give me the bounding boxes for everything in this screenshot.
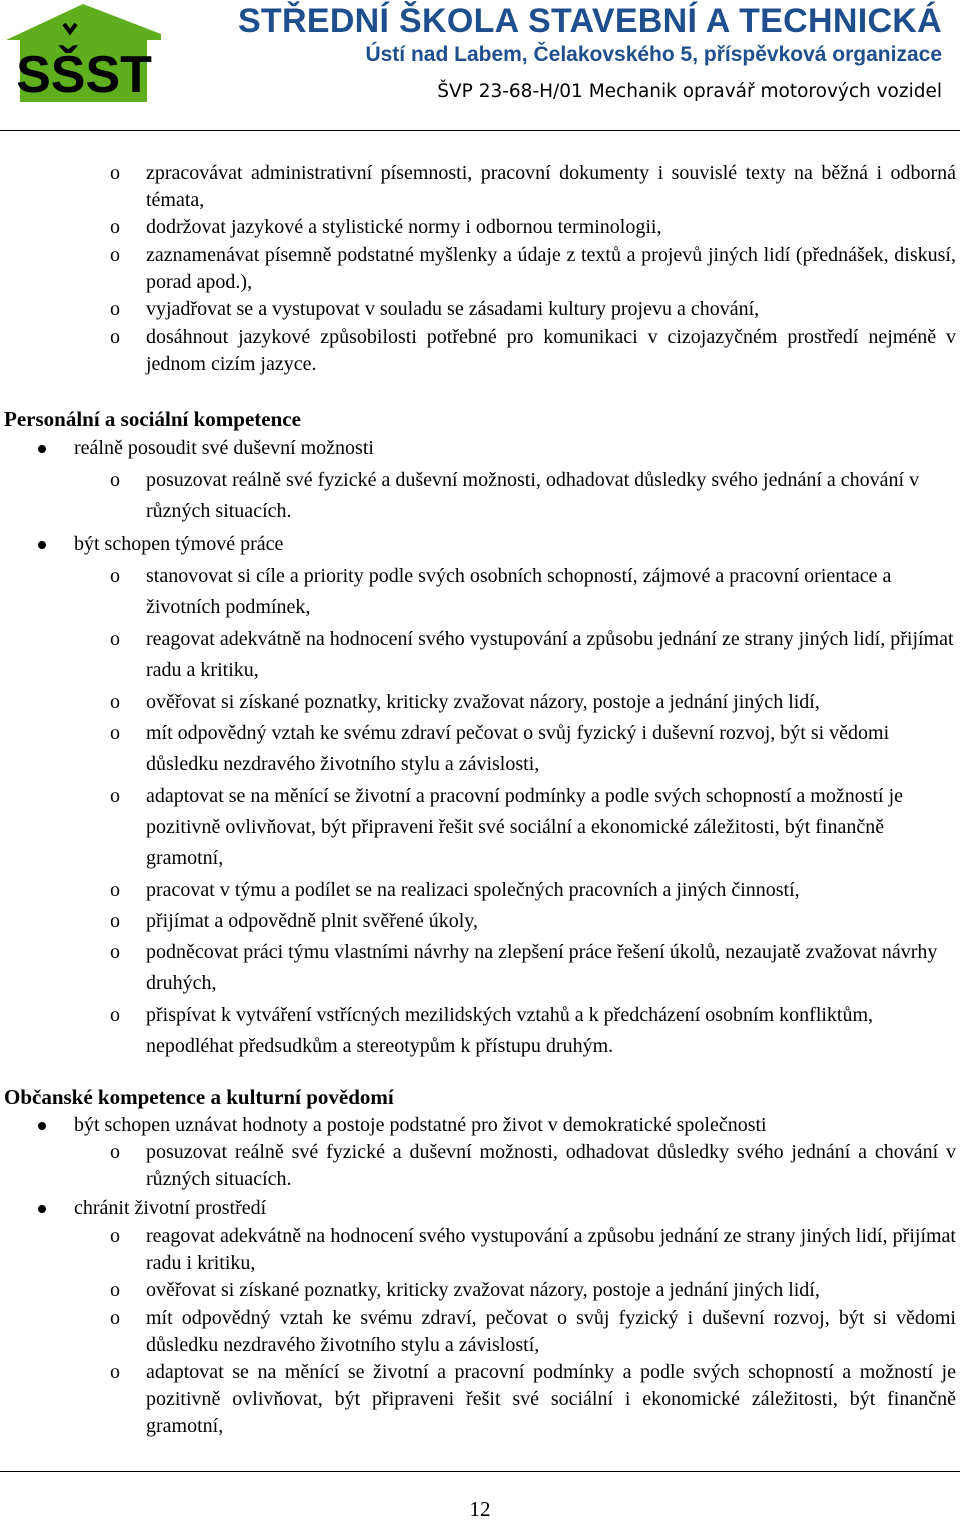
sub-marker: o <box>110 1307 120 1329</box>
sub-marker: o <box>110 469 120 491</box>
school-logo <box>6 4 161 102</box>
list-item: přijímat a odpovědně plnit svěřené úkoly, <box>146 910 478 932</box>
section-heading-personal: Personální a sociální kompetence <box>4 407 301 431</box>
list-item: mít odpovědný vztah ke svému zdraví pečovat o svůj fyzický i duševní rozvoj, být si vědomi důsledku nezdravého životního stylu a závislosti, <box>146 722 890 775</box>
school-name: STŘEDNÍ ŠKOLA STAVEBNÍ A TECHNICKÁ <box>237 2 942 40</box>
bullet-marker <box>38 541 46 549</box>
bullet-item: být schopen uznávat hodnoty a postoje podstatné pro život v demokratické společnosti <box>74 1114 767 1136</box>
list-item: reagovat adekvátně na hodnocení svého vystupování a způsobu jednání ze strany jiných lidí, přijímat radu i kritiku, <box>146 1225 956 1274</box>
bullet-item: být schopen týmové práce <box>74 533 284 555</box>
footer-divider <box>0 1471 960 1472</box>
sub-marker: o <box>110 1361 120 1383</box>
program-code: ŠVP 23-68-H/01 Mechanik opravář motorových vozidel <box>437 81 942 102</box>
sub-marker: o <box>110 1004 120 1026</box>
sub-marker: o <box>110 216 120 238</box>
bullet-item: reálně posoudit své duševní možnosti <box>74 437 374 459</box>
list-item: reagovat adekvátně na hodnocení svého vystupování a způsobu jednání ze strany jiných lidí, přijímat radu a kritiku, <box>146 628 954 681</box>
list-item: adaptovat se na měnící se životní a pracovní podmínky a podle svých schopností a možností je pozitivně ovlivňovat, být připraveni řešit své sociální i ekonomické záležitosti, být finančně gramotní, <box>146 1361 956 1437</box>
list-item: podněcovat práci týmu vlastními návrhy na zlepšení práce řešení úkolů, nezaujatě zvažovat návrhy druhých, <box>146 941 938 994</box>
list-item: vyjadřovat se a vystupovat v souladu se zásadami kultury projevu a chování, <box>146 298 760 320</box>
list-item: pracovat v týmu a podílet se na realizaci společných pracovních a jiných činností, <box>146 879 800 901</box>
bullet-item: chránit životní prostředí <box>74 1197 267 1219</box>
bullet-marker <box>38 445 46 453</box>
header-divider <box>0 130 960 131</box>
sub-marker: o <box>110 691 120 713</box>
logo-text: SŠST <box>16 46 152 102</box>
sub-marker: o <box>110 162 120 184</box>
sub-marker: o <box>110 565 120 587</box>
sub-marker: o <box>110 1225 120 1247</box>
list-item: zpracovávat administrativní písemnosti, pracovní dokumenty i souvislé texty na běžná i odborná témata, <box>146 162 956 211</box>
bullet-marker <box>38 1122 46 1130</box>
page-number: 12 <box>469 1497 491 1521</box>
sub-marker: o <box>110 244 120 266</box>
list-item: mít odpovědný vztah ke svému zdraví, pečovat o svůj fyzický i duševní rozvoj, být si vědomi důsledku nezdravého životního stylu a závislostí, <box>146 1307 956 1356</box>
list-item: dosáhnout jazykové způsobilosti potřebné pro komunikaci v cizojazyčném prostředí nejméně v jednom cizím jazyce. <box>146 326 956 375</box>
bullet-marker <box>38 1205 46 1213</box>
sub-marker: o <box>110 326 120 348</box>
school-address: Ústí nad Labem, Čelakovského 5, příspěvková organizace <box>365 43 942 66</box>
sub-marker: o <box>110 1279 120 1301</box>
list-item: posuzovat reálně své fyzické a duševní možnosti, odhadovat důsledky svého jednání a chování v různých situacích. <box>146 1141 956 1190</box>
section-heading-civic: Občanské kompetence a kulturní povědomí <box>4 1085 394 1109</box>
list-item: stanovovat si cíle a priority podle svých osobních schopností, zájmové a pracovní orientace a životních podmínek, <box>146 565 892 618</box>
list-item: adaptovat se na měnící se životní a pracovní podmínky a podle svých schopností a možností je pozitivně ovlivňovat, být připraveni řešit své sociální a ekonomické záležitosti, být finančně gramotní, <box>146 785 904 869</box>
list-item: zaznamenávat písemně podstatné myšlenky a údaje z textů a projevů jiných lidí (přednášek, diskusí, porad apod.), <box>146 244 956 293</box>
sub-marker: o <box>110 1141 120 1163</box>
sub-marker: o <box>110 785 120 807</box>
list-item: posuzovat reálně své fyzické a duševní možnosti, odhadovat důsledky svého jednání a chování v různých situacích. <box>146 469 920 522</box>
list-item: přispívat k vytváření vstřícných mezilidských vztahů a k předcházení osobním konfliktům, nepodléhat předsudkům a stereotypům k přístupu druhým. <box>146 1004 874 1057</box>
sub-marker: o <box>110 722 120 744</box>
sub-marker: o <box>110 879 120 901</box>
page-header <box>0 0 960 132</box>
sub-marker: o <box>110 910 120 932</box>
list-item: ověřovat si získané poznatky, kriticky zvažovat názory, postoje a jednání jiných lidí, <box>146 691 820 713</box>
sub-marker: o <box>110 628 120 650</box>
sub-marker: o <box>110 298 120 320</box>
list-item: dodržovat jazykové a stylistické normy i odbornou terminologii, <box>146 216 662 238</box>
sub-marker: o <box>110 941 120 963</box>
list-item: ověřovat si získané poznatky, kriticky zvažovat názory, postoje a jednání jiných lidí, <box>146 1279 820 1301</box>
